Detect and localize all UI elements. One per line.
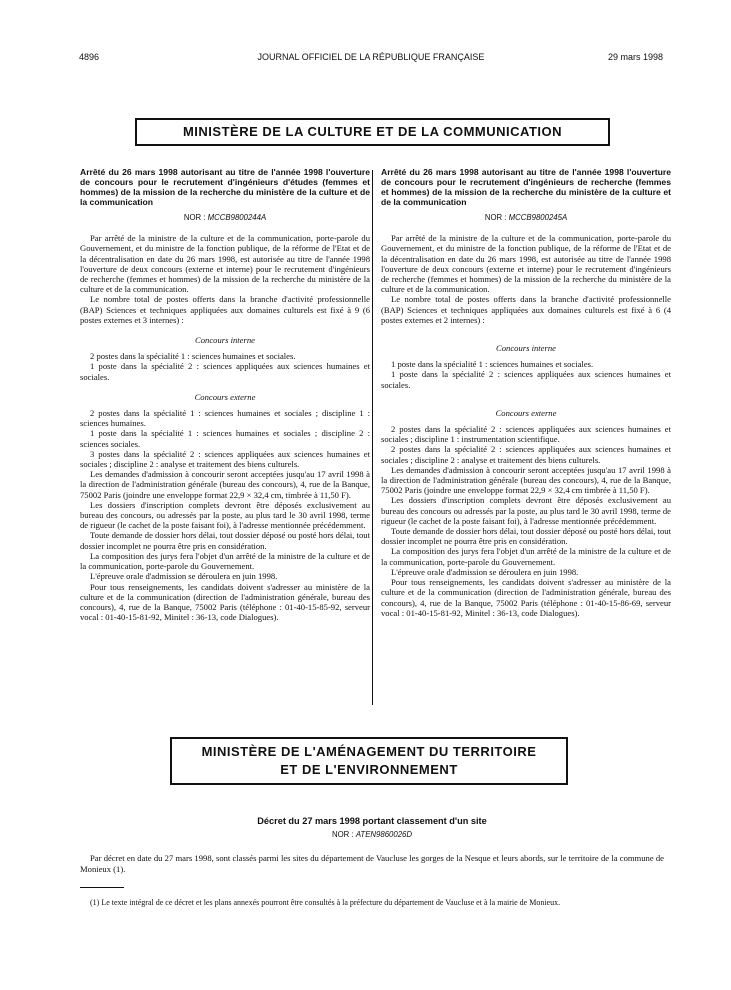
subheading-concours-interne: Concours interne	[195, 335, 255, 346]
decret-title: Décret du 27 mars 1998 portant classement d'un site	[257, 816, 487, 826]
page-header	[79, 52, 663, 70]
left-column-arrete	[80, 167, 370, 622]
paragraph: 2 postes dans la spécialité 2 : sciences appliquées aux sciences humaines et sociales ; discipline 2 : analyse et traitement des biens culturels.	[381, 444, 671, 465]
publication-date: 29 mars 1998	[607, 52, 663, 62]
paragraph: Toute demande de dossier hors délai, tout dossier déposé ou posté hors délai, tout dossier incomplet ne pourra être pris en considération.	[381, 526, 671, 547]
paragraph: Pour tous renseignements, les candidats doivent s'adresser au ministère de la culture et de la communication (direction de l'administration générale, bureau des concours), 4, rue de la Banque, 75002 Paris (téléphone : 01-40-15-86-69, serveur vocal : 01-40-15-81-92, Minitel : 36-13, code Dialogues).	[381, 577, 671, 618]
nor-label: NOR :	[484, 213, 507, 222]
paragraph: Pour tous renseignements, les candidats doivent s'adresser au ministère de la culture et de la communication (direction de l'administration générale, bureau des concours), 4, rue de la Banque, 75002 Paris (téléphone : 01-40-15-85-92, serveur vocal : 01-40-15-81-92, Minitel : 36-13, code Dialogues).	[80, 581, 370, 623]
nor-code: MCCB9800245A	[508, 213, 568, 222]
paragraph: L'épreuve orale d'admission se déroulera en juin 1998.	[391, 566, 579, 577]
decret-body: Par décret en date du 27 mars 1998, sont classés parmi les sites du département de Vaucluse les gorges de la Nesque et leurs abords, sur le territoire de la commune de Monieux (1).	[80, 853, 664, 874]
paragraph: Le nombre total de postes offerts dans la branche d'activité professionnelle (BAP) Sciences et techniques appliquées aux domaines culturels est fixé à 9 (6 postes externes et 3 internes) :	[80, 294, 370, 325]
paragraph: L'épreuve orale d'admission se déroulera en juin 1998.	[90, 571, 278, 582]
paragraph: 3 postes dans la spécialité 2 : sciences appliquées aux sciences humaines et sociales ; discipline 2 : analyse et traitement des biens culturels.	[80, 448, 370, 470]
paragraph: 2 postes dans la spécialité 1 : sciences humaines et sociales.	[90, 351, 296, 362]
banner-line-1: MINISTÈRE DE L'AMÉNAGEMENT DU TERRITOIRE	[201, 744, 537, 759]
nor-reference	[381, 213, 671, 223]
arrete-title: Arrêté du 26 mars 1998 autorisant au titre de l'année 1998 l'ouverture de concours pour le recrutement d'ingénieurs de recherche (femmes et hommes) de la mission de la recherche du ministère de la culture et de la communication	[381, 167, 671, 207]
subheading-concours-externe: Concours externe	[495, 407, 557, 418]
page-number: 4896	[79, 52, 100, 62]
ministry-culture-banner: MINISTÈRE DE LA CULTURE ET DE LA COMMUNICATION	[135, 118, 610, 146]
journal-title: JOURNAL OFFICIEL DE LA RÉPUBLIQUE FRANÇAISE	[257, 52, 485, 62]
arrete-title: Arrêté du 26 mars 1998 autorisant au titre de l'année 1998 l'ouverture de concours pour le recrutement d'ingénieurs d'études (femmes et hommes) de la mission de la recherche du ministère de la culture et de la communication	[80, 167, 370, 207]
paragraph: 1 poste dans la spécialité 2 : sciences appliquées aux sciences humaines et sociales.	[381, 369, 671, 390]
subheading-concours-interne: Concours interne	[496, 343, 556, 354]
nor-reference	[80, 213, 370, 223]
footnote: (1) Le texte intégral de ce décret et les plans annexés pourront être consultés à la préfecture du département de Vaucluse et à la mairie de Monieux.	[90, 898, 561, 907]
paragraph: Par arrêté de la ministre de la culture et de la communication, porte-parole du Gouvernement, et du ministre de la fonction publique, de la réforme de l'Etat et de la décentralisation en date du 26 mars 1998, est autorisée au titre de l'année 1998 l'ouverture de deux concours (externe et interne) pour le recrutement d'ingénieurs de recherche (femmes et hommes) de la mission de la recherche du ministère de la culture et de la communication.	[381, 233, 671, 295]
nor-code: MCCB9800244A	[207, 213, 267, 222]
paragraph: Par arrêté de la ministre de la culture et de la communication, porte-parole du Gouvernement, et du ministre de la fonction publique, de la réforme de l'Etat et de la décentralisation en date du 26 mars 1998, est autorisée au titre de l'année 1998 l'ouverture de deux concours (externe et interne) pour le recrutement d'ingénieurs de recherche (femmes et hommes) de la mission de la recherche du ministère de la culture et de la communication.	[80, 233, 370, 295]
paragraph: La composition des jurys fera l'objet d'un arrêté de la ministre de la culture et de la communication, porte-parole du Gouvernement.	[381, 546, 671, 567]
paragraph: Les demandes d'admission à concourir seront acceptées jusqu'au 17 avril 1998 à la direction de l'administration générale (bureau des concours), 4, rue de la Banque, 75002 Paris (joindre une enveloppe format 22,9 × 32,4 cm timbrée à 11,50 F).	[381, 464, 671, 496]
footnote-rule	[80, 887, 124, 888]
ministry-environment-banner	[170, 737, 568, 785]
paragraph: Toute demande de dossier hors délai, tout dossier déposé ou posté hors délai, tout dossier incomplet ne pourra être pris en considération.	[80, 530, 370, 551]
nor-label: NOR :	[331, 830, 354, 839]
paragraph: 1 poste dans la spécialité 1 : sciences humaines et sociales.	[391, 359, 594, 370]
paragraph: 2 postes dans la spécialité 1 : sciences humaines et sociales ; discipline 1 : sciences humaines.	[80, 408, 370, 429]
paragraph: 2 postes dans la spécialité 2 : sciences appliquées aux sciences humaines et sociales ; discipline 1 : instrumentation scientifique.	[381, 424, 671, 445]
paragraph: 1 poste dans la spécialité 1 : sciences humaines et sociales ; discipline 2 : sciences sociales.	[80, 428, 370, 449]
subheading-concours-externe: Concours externe	[194, 391, 256, 402]
paragraph: Les dossiers d'inscription complets devront être déposés exclusivement au bureau des concours ou adressés par la poste, au plus tard le 30 avril 1998, terme de rigueur (le cachet de la poste faisant foi), à l'adresse mentionnée précédemment.	[381, 495, 671, 526]
right-column-arrete	[381, 167, 671, 618]
paragraph: Le nombre total de postes offerts dans la branche d'activité professionnelle (BAP) Sciences et techniques appliquées aux domaines culturels est fixé à 6 (4 postes externes et 2 internes) :	[381, 294, 671, 325]
paragraph: Les dossiers d'inscription complets devront être déposés exclusivement au bureau des concours, ou adressés par la poste, au plus tard le 30 avril 1998, terme de rigueur (le cachet de la poste faisant foi), à l'adresse mentionnée précédemment.	[80, 499, 370, 531]
nor-code: ATEN9860026D	[355, 830, 413, 839]
nor-label: NOR :	[183, 213, 206, 222]
column-divider	[372, 170, 373, 705]
banner-line-2: ET DE L'ENVIRONNEMENT	[280, 762, 458, 777]
paragraph: La composition des jurys fera l'objet d'un arrêté de la ministre de la culture et de la communication, porte-parole du Gouvernement.	[80, 550, 370, 572]
paragraph: Les demandes d'admission à concourir seront acceptées jusqu'au 17 avril 1998 à la direction de l'administration générale (bureau des concours), 4, rue de la Banque, 75002 Paris (joindre une enveloppe format 22,9 × 32,4 cm, timbrée à 11,50 F).	[80, 469, 370, 500]
decret-nor-reference	[80, 830, 664, 839]
paragraph: 1 poste dans la spécialité 2 : sciences appliquées aux sciences humaines et sociales.	[80, 361, 370, 382]
